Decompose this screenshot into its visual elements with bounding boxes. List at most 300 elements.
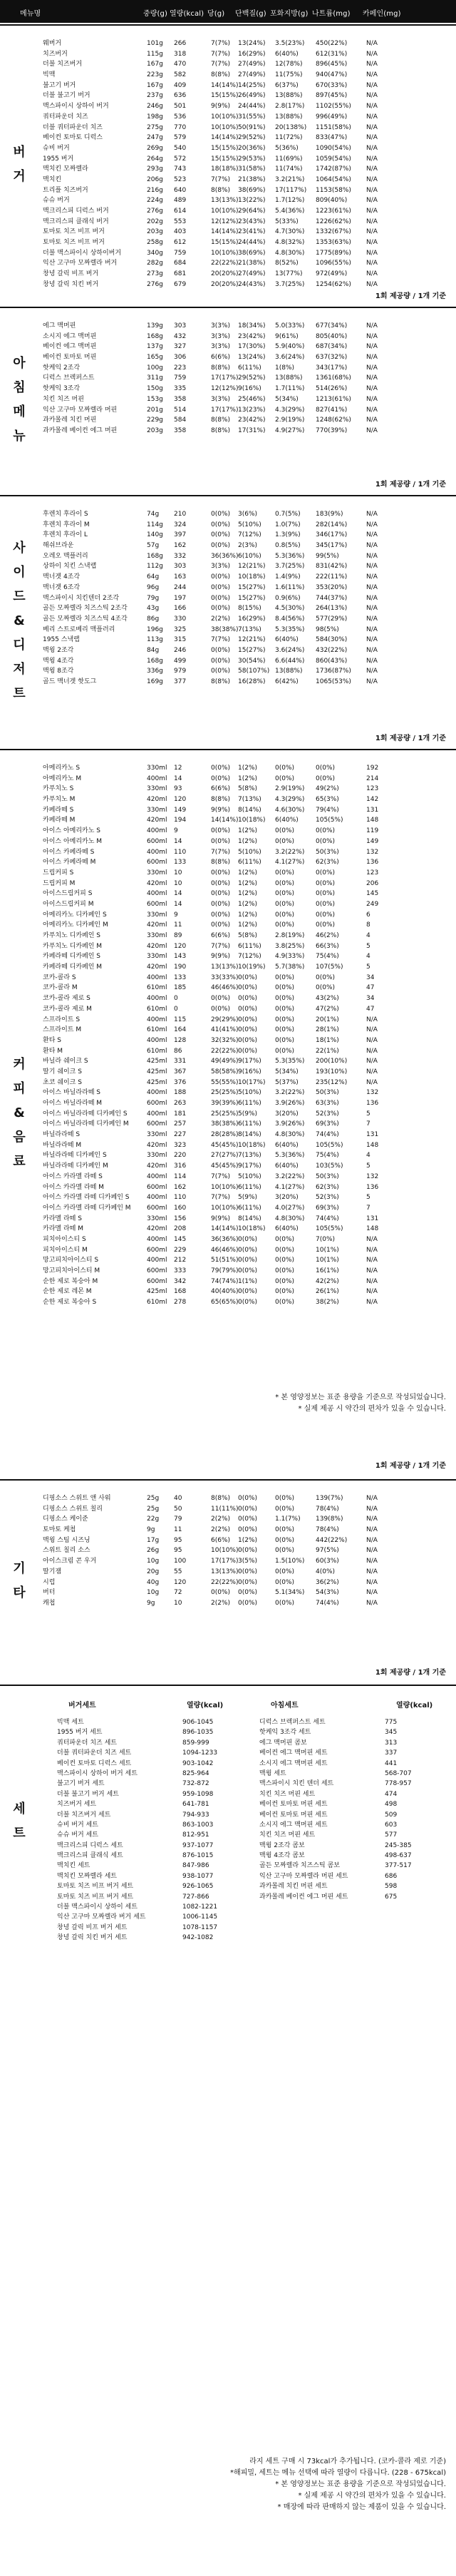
saturated-fat-cell: 13(88%) bbox=[275, 668, 303, 675]
caffeine-cell: 249 bbox=[366, 900, 379, 908]
table-row bbox=[43, 1535, 456, 1546]
weight-cell: 43g bbox=[147, 605, 160, 613]
saturated-fat-cell: 0(0%) bbox=[275, 1536, 295, 1544]
sodium-cell: 345(17%) bbox=[316, 542, 348, 550]
calories-cell: 358 bbox=[174, 426, 187, 434]
sugar-cell: 6(6%) bbox=[211, 785, 231, 793]
table-row bbox=[43, 143, 456, 154]
saturated-fat-cell: 3.6(24%) bbox=[275, 646, 305, 654]
saturated-fat-cell: 1.6(11%) bbox=[275, 583, 305, 591]
menu-name-cell: 디핑소스 케이준 bbox=[43, 1516, 88, 1523]
saturated-fat-cell: 3.6(24%) bbox=[275, 354, 305, 362]
weight-cell: 400ml bbox=[147, 775, 167, 782]
calories-cell: 208 bbox=[174, 1225, 187, 1233]
menu-name-cell: 토마토 치즈 비프 버거 bbox=[43, 228, 105, 236]
protein-cell: 10(17%) bbox=[238, 1078, 266, 1086]
sodium-cell: 139(8%) bbox=[316, 1516, 343, 1523]
sugar-cell: 0(0%) bbox=[211, 583, 231, 591]
menu-name-cell: 바닐라라떼 디카페인 M bbox=[43, 1162, 108, 1170]
sugar-cell: 0(0%) bbox=[211, 900, 231, 908]
saturated-fat-cell: 0(0%) bbox=[275, 1288, 295, 1296]
sugar-cell: 46(46%) bbox=[211, 984, 239, 992]
caffeine-cell: N/A bbox=[366, 1257, 378, 1264]
caffeine-cell: N/A bbox=[366, 40, 378, 47]
weight-cell: 425ml bbox=[147, 1078, 167, 1086]
calories-cell: 257 bbox=[174, 1120, 187, 1128]
table-row bbox=[43, 1525, 456, 1535]
set-list-item bbox=[259, 1799, 452, 1809]
set-list-item bbox=[57, 1799, 242, 1809]
sodium-cell: 1775(89%) bbox=[316, 249, 351, 257]
table-row bbox=[43, 269, 456, 280]
table-row bbox=[43, 868, 456, 879]
sodium-cell: 0(0%) bbox=[316, 973, 336, 981]
table-row bbox=[43, 1245, 456, 1256]
caffeine-cell: N/A bbox=[366, 260, 378, 267]
calories-cell: 12 bbox=[174, 765, 182, 772]
weight-cell: 400ml bbox=[147, 827, 167, 835]
sugar-cell: 45(45%) bbox=[211, 1162, 239, 1170]
saturated-fat-cell: 0(0%) bbox=[275, 995, 295, 1003]
sodium-cell: 1213(61%) bbox=[316, 395, 351, 403]
calories-cell: 10 bbox=[174, 879, 182, 887]
protein-cell: 29(52%) bbox=[238, 134, 266, 142]
set-name: 맥치킨 모짜렐라 세트 bbox=[57, 1872, 117, 1880]
table-row bbox=[43, 530, 456, 541]
caffeine-cell: N/A bbox=[366, 1578, 378, 1586]
table-row bbox=[43, 133, 456, 143]
caffeine-cell: 142 bbox=[366, 796, 379, 804]
caffeine-cell: N/A bbox=[366, 1058, 378, 1065]
sodium-cell: 54(3%) bbox=[316, 1589, 339, 1597]
sodium-cell: 0(0%) bbox=[316, 879, 336, 887]
saturated-fat-cell: 5.3(35%) bbox=[275, 1058, 305, 1065]
set-note: 라지 세트 구매 시 73kcal가 추가됩니다. (코카-콜라 제로 기준) bbox=[249, 2458, 446, 2465]
sugar-cell: 11(11%) bbox=[211, 1505, 239, 1513]
weight-cell: 100g bbox=[147, 364, 163, 372]
table-row bbox=[43, 879, 456, 889]
calories-cell: 166 bbox=[174, 605, 187, 613]
caffeine-cell: N/A bbox=[366, 1068, 378, 1075]
sodium-cell: 0(0%) bbox=[316, 911, 336, 919]
caffeine-cell: 5 bbox=[366, 964, 370, 971]
table-row bbox=[43, 561, 456, 572]
caffeine-cell: N/A bbox=[366, 374, 378, 382]
menu-name-cell: 소시지 에그 맥머핀 bbox=[43, 332, 97, 340]
sugar-cell: 58(58%) bbox=[211, 1068, 239, 1075]
weight-cell: 330ml bbox=[147, 932, 167, 939]
sugar-cell: 33(33%) bbox=[211, 973, 239, 981]
sugar-cell: 0(0%) bbox=[211, 765, 231, 772]
sodium-cell: 235(12%) bbox=[316, 1078, 348, 1086]
sodium-cell: 16(1%) bbox=[316, 1267, 339, 1274]
weight-cell: 74g bbox=[147, 511, 160, 518]
weight-cell: 600ml bbox=[147, 1204, 167, 1212]
set-name: 소시지 에그 맥머핀 세트 bbox=[259, 1759, 328, 1767]
set-name: 더블 치즈버거 세트 bbox=[57, 1811, 111, 1819]
saturated-fat-cell: 11(74%) bbox=[275, 165, 303, 173]
sodium-cell: 282(14%) bbox=[316, 521, 348, 528]
caffeine-cell: 149 bbox=[366, 837, 379, 845]
protein-cell: 29(52%) bbox=[238, 374, 266, 382]
table-row bbox=[43, 280, 456, 290]
calories-cell: 540 bbox=[174, 144, 187, 152]
saturated-fat-cell: 2.8(17%) bbox=[275, 103, 305, 111]
weight-cell: 40g bbox=[147, 1578, 160, 1586]
protein-cell: 9(17%) bbox=[238, 1162, 261, 1170]
caffeine-cell: 148 bbox=[366, 817, 379, 824]
caffeine-cell: 34 bbox=[366, 995, 375, 1003]
calories-cell: 316 bbox=[174, 1162, 187, 1170]
sugar-cell: 2(2%) bbox=[211, 615, 231, 623]
menu-name-cell: 아이스 아메리카노 S bbox=[43, 827, 100, 835]
protein-cell: 1(1%) bbox=[238, 1277, 258, 1285]
set-name: 베이컨 에그 맥머핀 세트 bbox=[259, 1749, 328, 1757]
menu-name-cell: 아이스 카라멜 라떼 디카페인 S bbox=[43, 1194, 130, 1202]
caffeine-cell: N/A bbox=[366, 92, 378, 100]
weight-cell: 400ml bbox=[147, 973, 167, 981]
saturated-fat-cell: 2.9(19%) bbox=[275, 416, 305, 424]
set-calories: 345 bbox=[385, 1729, 398, 1737]
weight-cell: 269g bbox=[147, 144, 163, 152]
table-row bbox=[43, 1556, 456, 1567]
calories-cell: 582 bbox=[174, 71, 187, 79]
weight-cell: 79g bbox=[147, 594, 160, 602]
calories-cell: 327 bbox=[174, 343, 187, 351]
table-row bbox=[43, 1214, 456, 1225]
calories-cell: 536 bbox=[174, 113, 187, 121]
calories-cell: 229 bbox=[174, 1246, 187, 1254]
saturated-fat-cell: 0(0%) bbox=[275, 1047, 295, 1055]
table-row bbox=[43, 1255, 456, 1266]
sugar-cell: 0(0%) bbox=[211, 827, 231, 835]
saturated-fat-cell: 3(20%) bbox=[275, 1110, 299, 1118]
set-calories: 847-986 bbox=[182, 1862, 209, 1870]
set-calories: 896-1035 bbox=[182, 1729, 214, 1737]
sodium-cell: 139(7%) bbox=[316, 1495, 343, 1502]
menu-name-cell: 골든 모짜렐라 치즈스틱 2조각 bbox=[43, 605, 128, 613]
section-label-char: 이 bbox=[13, 565, 26, 580]
caffeine-cell: N/A bbox=[366, 113, 378, 121]
weight-cell: 9g bbox=[147, 1526, 155, 1534]
protein-cell: 1(2%) bbox=[238, 921, 258, 929]
sodium-cell: 36(2%) bbox=[316, 1578, 339, 1586]
menu-name-cell: 치즈버거 bbox=[43, 50, 68, 58]
table-row bbox=[43, 666, 456, 677]
menu-name-cell: 아이스드립커피 S bbox=[43, 890, 93, 898]
caffeine-cell: N/A bbox=[366, 186, 378, 194]
saturated-fat-cell: 4.6(30%) bbox=[275, 806, 305, 814]
weight-cell: 167g bbox=[147, 61, 163, 68]
calories-cell: 14 bbox=[174, 775, 182, 782]
set-name: 맥윙 세트 bbox=[259, 1769, 286, 1777]
calories-cell: 227 bbox=[174, 1131, 187, 1139]
sugar-cell: 8(8%) bbox=[211, 1495, 231, 1502]
menu-name-cell: 스프라이트 S bbox=[43, 1016, 81, 1023]
protein-cell: 38(69%) bbox=[238, 249, 266, 257]
saturated-fat-cell: 0(0%) bbox=[275, 1235, 295, 1243]
header-col-calories: 열량(kcal) bbox=[170, 10, 204, 18]
saturated-fat-cell: 4.8(32%) bbox=[275, 239, 305, 247]
saturated-fat-cell: 13(88%) bbox=[275, 92, 303, 100]
saturated-fat-cell: 17(117%) bbox=[275, 186, 307, 194]
set-calories: 603 bbox=[385, 1821, 398, 1829]
set-list-item bbox=[57, 1748, 242, 1758]
protein-cell: 27(49%) bbox=[238, 270, 266, 278]
set-calories: 498-637 bbox=[385, 1852, 412, 1860]
sodium-cell: 972(49%) bbox=[316, 270, 348, 278]
weight-cell: 168g bbox=[147, 552, 163, 560]
set-note: *해피밀, 세트는 메뉴 선택에 따라 열량이 다릅니다. (228 - 675kcal) bbox=[230, 2469, 446, 2477]
sodium-cell: 896(45%) bbox=[316, 61, 348, 68]
header-col-sodium: 나트륨(mg) bbox=[312, 10, 351, 18]
weight-cell: 140g bbox=[147, 531, 163, 539]
set-name: 맥크리스피 클래식 세트 bbox=[57, 1852, 123, 1860]
menu-name-cell: 해쉬브라운 bbox=[43, 542, 74, 550]
protein-cell: 5(10%) bbox=[238, 1172, 261, 1180]
set-calories: 498 bbox=[385, 1801, 398, 1809]
section-label-char: 아 bbox=[13, 356, 26, 371]
table-row bbox=[43, 217, 456, 228]
sugar-cell: 17(17%) bbox=[211, 406, 239, 414]
table-row bbox=[43, 931, 456, 941]
menu-name-cell: 베리 스트로베리 맥플러리 bbox=[43, 625, 115, 633]
protein-cell: 0(0%) bbox=[238, 1026, 258, 1034]
sodium-cell: 63(3%) bbox=[316, 1100, 339, 1107]
caffeine-cell: N/A bbox=[366, 563, 378, 571]
weight-cell: 400ml bbox=[147, 1036, 167, 1044]
weight-cell: 282g bbox=[147, 260, 163, 267]
weight-cell: 400ml bbox=[147, 1016, 167, 1023]
menu-name-cell: 베이컨 토마토 머핀 bbox=[43, 354, 97, 362]
saturated-fat-cell: 4.3(29%) bbox=[275, 796, 305, 804]
calories-cell: 145 bbox=[174, 1235, 187, 1243]
set-name: 과카몰레 베이컨 에그 머핀 세트 bbox=[259, 1893, 348, 1901]
table-row bbox=[43, 1192, 456, 1203]
set-name: 치킨 치즈 머핀 세트 bbox=[259, 1831, 316, 1839]
menu-name-cell: 과카몰레 베이컨 에그 머핀 bbox=[43, 426, 118, 434]
saturated-fat-cell: 3.2(22%) bbox=[275, 1172, 305, 1180]
caffeine-cell: 131 bbox=[366, 806, 379, 814]
set-calories: 1006-1145 bbox=[182, 1913, 218, 1921]
calories-cell: 86 bbox=[174, 1047, 182, 1055]
table-row bbox=[43, 185, 456, 196]
sodium-cell: 107(5%) bbox=[316, 964, 343, 971]
calories-cell: 470 bbox=[174, 61, 187, 68]
weight-cell: 336g bbox=[147, 668, 163, 675]
set-name: 토마토 치즈 비프 버거 세트 bbox=[57, 1893, 134, 1901]
caffeine-cell: N/A bbox=[366, 1495, 378, 1502]
table-row bbox=[43, 175, 456, 185]
calories-cell: 72 bbox=[174, 1589, 182, 1597]
caffeine-cell: N/A bbox=[366, 123, 378, 131]
sugar-cell: 8(8%) bbox=[211, 678, 231, 685]
sodium-cell: 1736(87%) bbox=[316, 668, 351, 675]
sodium-cell: 50(3%) bbox=[316, 1089, 339, 1097]
protein-cell: 6(11%) bbox=[238, 942, 261, 950]
table-row bbox=[43, 1067, 456, 1078]
set-list-item bbox=[57, 1789, 242, 1799]
protein-cell: 12(21%) bbox=[238, 563, 266, 571]
menu-name-cell: 스위트 칠리 소스 bbox=[43, 1547, 90, 1555]
set-name: 베이컨 토마토 머핀 세트 bbox=[259, 1801, 328, 1809]
caffeine-cell: N/A bbox=[366, 1599, 378, 1607]
saturated-fat-cell: 5.3(36%) bbox=[275, 1152, 305, 1160]
caffeine-cell: N/A bbox=[366, 1078, 378, 1086]
weight-cell: 206g bbox=[147, 175, 163, 183]
menu-name-cell: 아메리카노 디카페인 S bbox=[43, 911, 107, 919]
calories-cell: 120 bbox=[174, 942, 187, 950]
sodium-cell: 98(5%) bbox=[316, 625, 339, 633]
sugar-cell: 10(10%) bbox=[211, 1547, 239, 1555]
caffeine-cell: N/A bbox=[366, 1299, 378, 1307]
sodium-cell: 744(37%) bbox=[316, 594, 348, 602]
set-calories: 926-1065 bbox=[182, 1883, 214, 1891]
saturated-fat-cell: 1(8%) bbox=[275, 364, 295, 372]
saturated-fat-cell: 0(0%) bbox=[275, 827, 295, 835]
saturated-fat-cell: 0(0%) bbox=[275, 775, 295, 782]
protein-cell: 8(14%) bbox=[238, 1215, 261, 1222]
table-row bbox=[43, 920, 456, 931]
sugar-cell: 3(3%) bbox=[211, 332, 231, 340]
set-name: 소시지 에그 맥머핀 세트 bbox=[259, 1821, 328, 1829]
weight-cell: 420ml bbox=[147, 1162, 167, 1170]
menu-name-cell: 트리플 치즈버거 bbox=[43, 186, 88, 194]
protein-cell: 27(49%) bbox=[238, 71, 266, 79]
sodium-cell: 105(5%) bbox=[316, 817, 343, 824]
header-col-saturated-fat: 포화지방(g) bbox=[270, 10, 309, 18]
caffeine-cell: 136 bbox=[366, 1183, 379, 1191]
calories-cell: 367 bbox=[174, 1068, 187, 1075]
weight-cell: 420ml bbox=[147, 1141, 167, 1149]
sodium-cell: 0(0%) bbox=[316, 890, 336, 898]
menu-name-cell: 아이스 카페라떼 M bbox=[43, 859, 96, 867]
caffeine-cell: N/A bbox=[366, 678, 378, 685]
saturated-fat-cell: 1.7(11%) bbox=[275, 385, 305, 393]
morning-rows bbox=[43, 321, 456, 436]
menu-name-cell: 빅맥 bbox=[43, 71, 56, 79]
menu-name-cell: 스프라이트 M bbox=[43, 1026, 82, 1034]
table-row bbox=[43, 1277, 456, 1287]
sugar-cell: 14(14%) bbox=[211, 81, 239, 89]
sodium-cell: 46(2%) bbox=[316, 932, 339, 939]
set-name: 과카몰레 치킨 머핀 세트 bbox=[259, 1883, 328, 1891]
calories-cell: 246 bbox=[174, 646, 187, 654]
saturated-fat-cell: 4.5(30%) bbox=[275, 605, 305, 613]
caffeine-cell: 123 bbox=[366, 785, 379, 793]
table-row bbox=[43, 815, 456, 826]
morning-basis: 1회 제공량 / 1개 기준 bbox=[375, 481, 446, 489]
sugar-cell: 13(13%) bbox=[211, 964, 239, 971]
sodium-cell: 809(40%) bbox=[316, 197, 348, 205]
weight-cell: 275g bbox=[147, 123, 163, 131]
calories-cell: 342 bbox=[174, 1277, 187, 1285]
protein-cell: 16(28%) bbox=[238, 678, 266, 685]
set-calories: 598 bbox=[385, 1883, 398, 1891]
caffeine-cell: 148 bbox=[366, 1141, 379, 1149]
protein-cell: 0(0%) bbox=[238, 1599, 258, 1607]
saturated-fat-cell: 4.8(30%) bbox=[275, 249, 305, 257]
calories-cell: 181 bbox=[174, 1110, 187, 1118]
caffeine-cell: 132 bbox=[366, 1089, 379, 1097]
saturated-fat-cell: 2.8(19%) bbox=[275, 932, 305, 939]
sugar-cell: 46(46%) bbox=[211, 1246, 239, 1254]
menu-name-cell: 디핑소스 스위트 칠리 bbox=[43, 1505, 103, 1513]
sodium-cell: 1226(62%) bbox=[316, 218, 351, 225]
caffeine-cell: N/A bbox=[366, 521, 378, 528]
menu-name-cell: 아메리카노 S bbox=[43, 765, 81, 772]
sugar-cell: 0(0%) bbox=[211, 1589, 231, 1597]
calories-cell: 614 bbox=[174, 208, 187, 215]
table-row bbox=[43, 352, 456, 363]
sodium-cell: 577(29%) bbox=[316, 615, 348, 623]
protein-cell: 6(11%) bbox=[238, 859, 261, 867]
weight-cell: 229g bbox=[147, 416, 163, 424]
set-note: * 실제 제공 시 약간의 편차가 있을 수 있습니다. bbox=[298, 2492, 446, 2500]
menu-name-cell: 아이스 바닐라라떼 M bbox=[43, 1100, 103, 1107]
weight-cell: 311g bbox=[147, 374, 163, 382]
caffeine-cell: N/A bbox=[366, 1589, 378, 1597]
protein-cell: 13(22%) bbox=[238, 197, 266, 205]
sugar-cell: 0(0%) bbox=[211, 879, 231, 887]
protein-cell: 5(10%) bbox=[238, 1089, 261, 1097]
saturated-fat-cell: 6(40%) bbox=[275, 1225, 299, 1233]
table-row bbox=[43, 1161, 456, 1172]
calories-cell: 133 bbox=[174, 859, 187, 867]
set-calories: 906-1045 bbox=[182, 1719, 214, 1726]
sodium-cell: 200(10%) bbox=[316, 1058, 348, 1065]
sugar-cell: 0(0%) bbox=[211, 1005, 231, 1013]
calories-cell: 9 bbox=[174, 827, 178, 835]
sugar-cell: 8(8%) bbox=[211, 364, 231, 372]
protein-cell: 23(43%) bbox=[238, 218, 266, 225]
calories-cell: 584 bbox=[174, 416, 187, 424]
weight-cell: 168g bbox=[147, 332, 163, 340]
table-row bbox=[43, 826, 456, 837]
calories-cell: 432 bbox=[174, 332, 187, 340]
sugar-cell: 0(0%) bbox=[211, 775, 231, 782]
caffeine-cell: 47 bbox=[366, 984, 375, 992]
menu-name-cell: 웨버거 bbox=[43, 40, 62, 47]
calories-cell: 330 bbox=[174, 615, 187, 623]
protein-cell: 0(0%) bbox=[238, 1526, 258, 1534]
set-list-item bbox=[259, 1727, 452, 1737]
menu-name-cell: 아이스 카라멜 라떼 M bbox=[43, 1183, 104, 1191]
weight-cell: 25g bbox=[147, 1505, 160, 1513]
weight-cell: 420ml bbox=[147, 921, 167, 929]
sugar-cell: 3(3%) bbox=[211, 563, 231, 571]
protein-cell: 29(64%) bbox=[238, 208, 266, 215]
saturated-fat-cell: 0(0%) bbox=[275, 1016, 295, 1023]
table-row bbox=[43, 1119, 456, 1130]
weight-cell: 165g bbox=[147, 354, 163, 362]
set-list-item bbox=[57, 1933, 242, 1943]
caffeine-cell: N/A bbox=[366, 511, 378, 518]
sugar-cell: 29(29%) bbox=[211, 1016, 239, 1023]
protein-cell: 29(53%) bbox=[238, 155, 266, 163]
sugar-cell: 10(10%) bbox=[211, 249, 239, 257]
calories-cell: 100 bbox=[174, 1558, 187, 1565]
protein-cell: 17(30%) bbox=[238, 343, 266, 351]
sugar-cell: 25(25%) bbox=[211, 1110, 239, 1118]
saturated-fat-cell: 0(0%) bbox=[275, 890, 295, 898]
menu-name-cell: 과카몰레 치킨 머핀 bbox=[43, 416, 97, 424]
sodium-cell: 1332(67%) bbox=[316, 228, 351, 236]
sugar-cell: 49(49%) bbox=[211, 1058, 239, 1065]
saturated-fat-cell: 4.1(27%) bbox=[275, 1183, 305, 1191]
caffeine-cell: 5 bbox=[366, 942, 370, 950]
set-calories: 675 bbox=[385, 1893, 398, 1901]
